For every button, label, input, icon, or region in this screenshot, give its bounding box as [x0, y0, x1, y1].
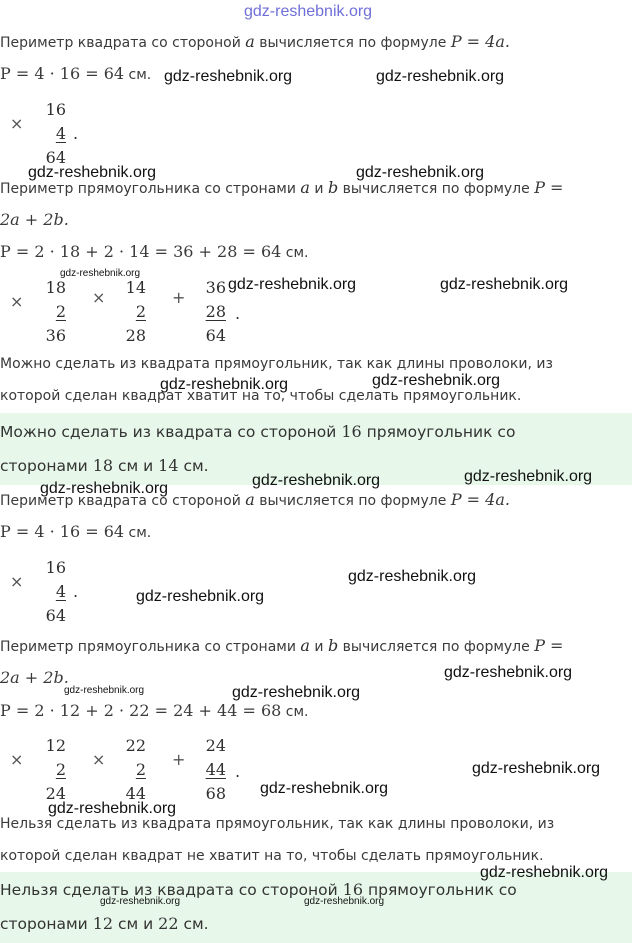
product: 64	[45, 606, 66, 625]
text: см.	[183, 457, 209, 475]
case2-col-a	[44, 734, 66, 806]
case1-col-b	[124, 276, 146, 348]
formula-p: P =	[534, 636, 564, 655]
case2-rect-formula-cont: 2a + 2b.	[0, 668, 69, 687]
watermark: gdz-reshebnik.org	[164, 68, 293, 85]
text: Периметр прямоугольника со стронами	[0, 181, 296, 197]
case2-square-calc-line	[0, 522, 151, 541]
multiplier: 2	[55, 302, 66, 321]
watermark: gdz-reshebnik.org	[480, 864, 609, 881]
case2-col-b	[124, 734, 146, 806]
mul-sign: ×	[92, 750, 106, 769]
product: 28	[125, 326, 146, 345]
num: 14	[158, 456, 179, 475]
text: Нельзя сделать из квадрата со стороной	[0, 881, 338, 899]
case1-answer-line-2	[0, 456, 209, 475]
product: 36	[45, 326, 66, 345]
product: 44	[125, 784, 146, 803]
product: 64	[45, 148, 66, 167]
text: см и	[118, 915, 154, 933]
watermark: gdz-reshebnik.org	[356, 164, 485, 181]
case1-col-sum	[204, 276, 226, 348]
var-a: a	[245, 32, 255, 51]
text: сторонами	[0, 457, 88, 475]
unit: см.	[285, 245, 309, 261]
text: вычисляется по формуле	[259, 493, 447, 509]
text: Периметр прямоугольника со стронами	[0, 639, 296, 655]
mul-sign: ×	[10, 750, 24, 769]
plus-sign: +	[172, 288, 186, 307]
watermark-top: gdz-reshebnik.org	[244, 3, 373, 20]
text: Можно сделать из квадрата со стороной	[0, 423, 337, 441]
sum: 68	[205, 784, 226, 803]
unit: см.	[128, 525, 152, 541]
text: вычисляется по формуле	[342, 181, 530, 197]
case1-square-formula-line	[0, 32, 510, 51]
watermark: gdz-reshebnik.org	[472, 760, 601, 777]
unit: см.	[128, 67, 152, 83]
dot: .	[235, 762, 241, 781]
case1-col-a	[44, 276, 66, 348]
num: 22	[158, 914, 179, 933]
case1-conclusion-2: которой сделан квадрат хватит на то, чтобы сделать прямоугольник.	[0, 388, 522, 404]
watermark: gdz-reshebnik.org	[376, 68, 505, 85]
plus-sign: +	[172, 750, 186, 769]
case1-square-column	[44, 98, 66, 170]
case1-square-calc-line	[0, 64, 151, 83]
case2-conclusion-1: Нельзя сделать из квадрата прямоугольник, так как длины проволоки, из	[0, 816, 555, 832]
var-a: a	[300, 178, 310, 197]
watermark: gdz-reshebnik.org	[232, 684, 361, 701]
watermark: gdz-reshebnik.org	[160, 376, 289, 393]
dot: .	[73, 582, 79, 601]
mul-sign: ×	[10, 292, 24, 311]
product: 24	[45, 784, 66, 803]
num: 16	[341, 422, 362, 441]
watermark: gdz-reshebnik.org	[260, 780, 389, 797]
case1-conclusion-1: Можно сделать из квадрата прямоугольник, так как длины проволоки, из	[0, 356, 553, 372]
multiplicand: 22	[125, 736, 146, 755]
text: сторонами	[0, 915, 88, 933]
text: и	[314, 181, 324, 197]
num: 12	[92, 914, 114, 933]
case2-col-sum	[204, 734, 226, 806]
watermark: gdz-reshebnik.org	[48, 800, 177, 817]
watermark: gdz-reshebnik.org	[444, 664, 573, 681]
var-b: b	[327, 636, 339, 655]
formula: P = 4a.	[450, 490, 510, 509]
addend-1: 24	[205, 736, 226, 755]
case2-square-column	[44, 556, 66, 628]
text: и	[314, 639, 324, 655]
text: прямоугольник со	[366, 423, 516, 441]
watermark: gdz-reshebnik.org	[372, 372, 501, 389]
multiplier: 2	[135, 302, 146, 321]
multiplier: 2	[55, 760, 66, 779]
multiplier: 2	[135, 760, 146, 779]
case1-rect-formula-cont: 2a + 2b.	[0, 210, 69, 229]
rect-calc: P = 2 · 12 + 2 · 22 = 24 + 44 = 68	[0, 701, 282, 720]
case2-rect-formula-line	[0, 636, 563, 655]
watermark: gdz-reshebnik.org	[228, 276, 357, 293]
multiplier: 4	[55, 124, 66, 143]
num: 18	[92, 456, 114, 475]
text: вычисляется по формуле	[342, 639, 530, 655]
multiplicand: 18	[45, 278, 66, 297]
addend-1: 36	[205, 278, 226, 297]
addend-2: 28	[205, 302, 226, 321]
watermark: gdz-reshebnik.org	[136, 588, 265, 605]
addend-2: 44	[205, 760, 226, 779]
var-b: b	[327, 178, 339, 197]
multiplicand: 12	[45, 736, 66, 755]
text: вычисляется по формуле	[259, 35, 447, 51]
var-a: a	[245, 490, 255, 509]
case2-rect-calc-line	[0, 701, 309, 720]
num: 16	[342, 880, 364, 899]
dot: .	[73, 124, 79, 143]
var-a: a	[300, 636, 310, 655]
watermark: gdz-reshebnik.org	[304, 896, 385, 907]
square-calc: P = 4 · 16 = 64	[0, 64, 125, 83]
watermark: gdz-reshebnik.org	[440, 276, 569, 293]
case1-rect-calc-line	[0, 242, 309, 261]
text: прямоугольник со	[367, 881, 517, 899]
watermark: gdz-reshebnik.org	[348, 568, 477, 585]
multiplicand: 16	[45, 100, 66, 119]
rect-calc: P = 2 · 18 + 2 · 14 = 36 + 28 = 64	[0, 242, 282, 261]
text: Периметр квадрата со стороной	[0, 35, 241, 51]
watermark: gdz-reshebnik.org	[252, 472, 381, 489]
case1-answer-line-1	[0, 422, 515, 441]
sum: 64	[205, 326, 226, 345]
unit: см.	[285, 704, 309, 720]
watermark: gdz-reshebnik.org	[100, 896, 181, 907]
watermark: gdz-reshebnik.org	[28, 164, 157, 181]
watermark: gdz-reshebnik.org	[40, 480, 169, 497]
multiplicand: 14	[125, 278, 146, 297]
formula-p: P =	[534, 178, 564, 197]
dot: .	[235, 304, 241, 323]
text: Периметр квадрата со стороной	[0, 493, 241, 509]
text: см.	[183, 915, 209, 933]
case2-answer-line-2	[0, 914, 209, 933]
multiplier: 4	[55, 582, 66, 601]
mul-sign: ×	[92, 288, 106, 307]
text: см и	[118, 457, 154, 475]
mul-sign: ×	[10, 114, 24, 133]
watermark: gdz-reshebnik.org	[464, 468, 593, 485]
case2-conclusion-2: которой сделан квадрат не хватит на то, чтобы сделать прямоугольник.	[0, 848, 544, 864]
square-calc: P = 4 · 16 = 64	[0, 522, 125, 541]
formula: P = 4a.	[450, 32, 510, 51]
watermark: gdz-reshebnik.org	[60, 268, 141, 279]
watermark: gdz-reshebnik.org	[64, 685, 145, 696]
multiplicand: 16	[45, 558, 66, 577]
case2-answer-line-1	[0, 880, 517, 899]
mul-sign: ×	[10, 572, 24, 591]
